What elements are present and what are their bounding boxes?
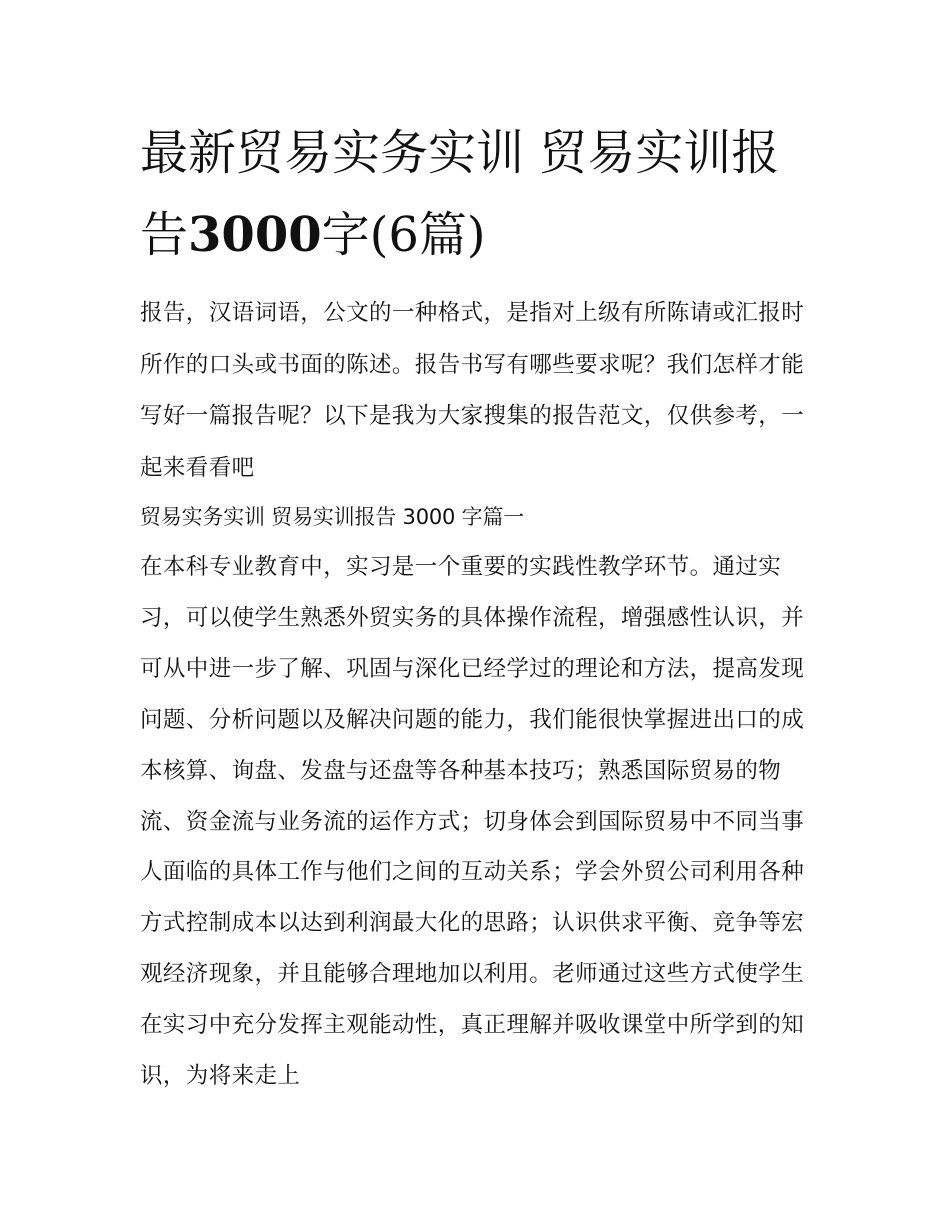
title-text-char: 告 (140, 207, 189, 263)
document-content (140, 112, 812, 1102)
body-paragraph: 在本科专业教育中，实习是一个重要的实践性教学环节。通过实习，可以使学生熟悉外贸实务的具体操作流程，增强感性认识，并可从中进一步了解、巩固与深化已经学过的理论和方法，提高发现问题、分析问题以及解决问题的能力，我们能很快掌握进出口的成本核算、询盘、发盘与还盘等各种基本技巧；熟悉国际贸易的物流、资金流与业务流的运作方式；切身体会到国际贸易中不同当事人面临的具体工作与他们之间的互动关系；学会外贸公司利用各种方式控制成本以达到利润最大化的思路；认识供求平衡、竞争等宏观经济现象，并且能够合理地加以利用。老师通过这些方式使学生在实习中充分发挥主观能动性，真正理解并吸收课堂中所学到的知识，为将来走上 (140, 554, 805, 1090)
intro-paragraph: 报告，汉语词语，公文的一种格式，是指对上级有所陈请或汇报时所作的口头或书面的陈述。报告书写有哪些要求呢？我们怎样才能写好一篇报告呢？以下是我为大家搜集的报告范文，仅供参考，一起来看看吧 (140, 300, 805, 481)
document-title (140, 112, 812, 276)
title-text-part1: 最新贸易实务实训 贸易实训报 (140, 125, 780, 181)
title-number: 3000 (188, 207, 322, 263)
title-text-part2: 字(6篇) (321, 207, 486, 263)
section-heading: 贸易实务实训 贸易实训报告 3000 字篇一 (140, 505, 525, 529)
